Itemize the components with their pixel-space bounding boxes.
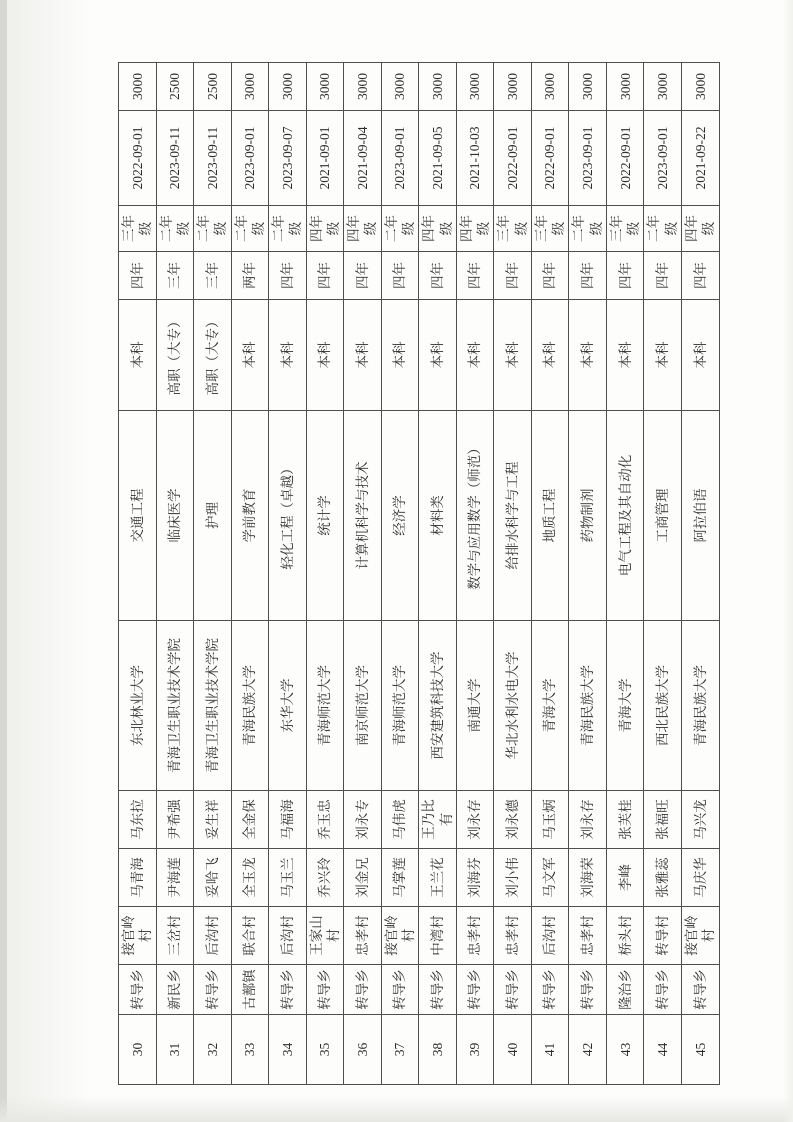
cell-village: 后沟村	[269, 907, 307, 965]
table-row	[419, 63, 457, 1085]
cell-name2: 马东拉	[119, 791, 157, 849]
cell-duration: 四年	[456, 252, 494, 300]
table-row	[344, 63, 382, 1085]
cell-level: 本科	[681, 300, 719, 411]
cell-date: 2022-09-01	[606, 111, 644, 206]
table-row	[269, 63, 307, 1085]
page-edge-shadow-right	[783, 0, 793, 1122]
cell-no: 38	[419, 1015, 457, 1085]
cell-date: 2021-10-03	[456, 111, 494, 206]
cell-school: 青海卫生职业技术学院	[156, 621, 194, 791]
cell-township: 古鄯镇	[231, 965, 269, 1015]
cell-name1: 李峰	[606, 849, 644, 907]
cell-name2: 尹希强	[156, 791, 194, 849]
cell-level: 本科	[381, 300, 419, 411]
cell-level: 本科	[269, 300, 307, 411]
cell-amount: 3000	[531, 63, 569, 111]
cell-date: 2021-09-01	[306, 111, 344, 206]
cell-school: 华北水利水电大学	[494, 621, 532, 791]
table-row	[306, 63, 344, 1085]
cell-duration: 四年	[531, 252, 569, 300]
cell-date: 2022-09-01	[119, 111, 157, 206]
page-edge-shadow-left-fade	[7, 0, 107, 1122]
cell-level: 本科	[456, 300, 494, 411]
cell-grade: 四年级	[681, 206, 719, 252]
cell-name1: 乔兴玲	[306, 849, 344, 907]
cell-village: 桥头村	[606, 907, 644, 965]
cell-school: 青海大学	[531, 621, 569, 791]
cell-township: 转导乡	[194, 965, 232, 1015]
cell-duration: 四年	[306, 252, 344, 300]
cell-date: 2023-09-01	[381, 111, 419, 206]
cell-school: 西安建筑科技大学	[419, 621, 457, 791]
cell-village: 转导村	[644, 907, 682, 965]
cell-township: 隆治乡	[606, 965, 644, 1015]
cell-name1: 马掌莲	[381, 849, 419, 907]
cell-township: 转导乡	[681, 965, 719, 1015]
cell-amount: 3000	[269, 63, 307, 111]
cell-major: 经济学	[381, 411, 419, 621]
cell-amount: 3000	[681, 63, 719, 111]
cell-name2: 妥生祥	[194, 791, 232, 849]
cell-no: 39	[456, 1015, 494, 1085]
cell-township: 转导乡	[306, 965, 344, 1015]
cell-duration: 四年	[119, 252, 157, 300]
cell-amount: 3000	[419, 63, 457, 111]
cell-school: 青海民族大学	[231, 621, 269, 791]
cell-grade: 三年级	[606, 206, 644, 252]
cell-no: 30	[119, 1015, 157, 1085]
cell-no: 40	[494, 1015, 532, 1085]
cell-level: 高职（大专）	[194, 300, 232, 411]
table-row	[644, 63, 682, 1085]
cell-amount: 3000	[381, 63, 419, 111]
cell-village: 王家山村	[306, 907, 344, 965]
cell-township: 转导乡	[119, 965, 157, 1015]
table-row	[494, 63, 532, 1085]
cell-major: 护理	[194, 411, 232, 621]
cell-major: 轻化工程（卓越）	[269, 411, 307, 621]
student-aid-table	[118, 62, 720, 1085]
table-row	[681, 63, 719, 1085]
cell-school: 南通大学	[456, 621, 494, 791]
page-edge-shadow-bottom	[0, 1096, 793, 1122]
cell-no: 36	[344, 1015, 382, 1085]
cell-name1: 全玉龙	[231, 849, 269, 907]
cell-township: 转导乡	[644, 965, 682, 1015]
cell-name1: 刘海荣	[569, 849, 607, 907]
cell-duration: 四年	[419, 252, 457, 300]
table-row	[531, 63, 569, 1085]
cell-village: 后沟村	[531, 907, 569, 965]
cell-major: 统计学	[306, 411, 344, 621]
cell-name1: 刘海芬	[456, 849, 494, 907]
cell-no: 31	[156, 1015, 194, 1085]
cell-major: 工商管理	[644, 411, 682, 621]
cell-grade: 二年级	[644, 206, 682, 252]
cell-amount: 3000	[119, 63, 157, 111]
cell-duration: 四年	[269, 252, 307, 300]
cell-date: 2023-09-11	[156, 111, 194, 206]
cell-township: 新民乡	[156, 965, 194, 1015]
cell-amount: 3000	[494, 63, 532, 111]
table-row	[569, 63, 607, 1085]
cell-no: 32	[194, 1015, 232, 1085]
cell-no: 42	[569, 1015, 607, 1085]
cell-grade: 四年级	[419, 206, 457, 252]
cell-school: 青海民族大学	[569, 621, 607, 791]
cell-village: 接官岭村	[681, 907, 719, 965]
cell-name2: 马兴龙	[681, 791, 719, 849]
cell-amount: 2500	[194, 63, 232, 111]
table-row	[119, 63, 157, 1085]
cell-name2: 乔玉忠	[306, 791, 344, 849]
cell-amount: 3000	[344, 63, 382, 111]
cell-name1: 马庆华	[681, 849, 719, 907]
cell-township: 转导乡	[494, 965, 532, 1015]
cell-duration: 四年	[381, 252, 419, 300]
cell-major: 计算机科学与技术	[344, 411, 382, 621]
cell-township: 转导乡	[419, 965, 457, 1015]
cell-grade: 三年级	[494, 206, 532, 252]
cell-name2: 刘永德	[494, 791, 532, 849]
cell-level: 本科	[119, 300, 157, 411]
cell-township: 转导乡	[456, 965, 494, 1015]
page-edge-shadow-left	[0, 0, 7, 1122]
cell-name2: 马玉炳	[531, 791, 569, 849]
cell-amount: 2500	[156, 63, 194, 111]
cell-level: 高职（大专）	[156, 300, 194, 411]
cell-no: 44	[644, 1015, 682, 1085]
cell-no: 33	[231, 1015, 269, 1085]
cell-school: 东华大学	[269, 621, 307, 791]
table-row	[606, 63, 644, 1085]
cell-village: 忠孝村	[494, 907, 532, 965]
cell-township: 转导乡	[531, 965, 569, 1015]
cell-duration: 四年	[606, 252, 644, 300]
cell-grade: 二年级	[381, 206, 419, 252]
cell-name2: 刘永专	[344, 791, 382, 849]
cell-grade: 三年级	[531, 206, 569, 252]
cell-major: 材料类	[419, 411, 457, 621]
cell-village: 接官岭村	[119, 907, 157, 965]
cell-name1: 马文军	[531, 849, 569, 907]
cell-major: 临床医学	[156, 411, 194, 621]
cell-date: 2023-09-07	[269, 111, 307, 206]
cell-major: 地质工程	[531, 411, 569, 621]
cell-level: 本科	[606, 300, 644, 411]
cell-date: 2023-09-11	[194, 111, 232, 206]
cell-school: 青海民族大学	[681, 621, 719, 791]
cell-school: 青海师范大学	[306, 621, 344, 791]
cell-school: 青海卫生职业技术学院	[194, 621, 232, 791]
cell-level: 本科	[344, 300, 382, 411]
cell-name1: 马玉兰	[269, 849, 307, 907]
cell-date: 2023-09-01	[644, 111, 682, 206]
cell-major: 电气工程及其自动化	[606, 411, 644, 621]
cell-name1: 妥哈飞	[194, 849, 232, 907]
cell-school: 东北林业大学	[119, 621, 157, 791]
cell-village: 忠孝村	[569, 907, 607, 965]
cell-township: 转导乡	[269, 965, 307, 1015]
cell-amount: 3000	[231, 63, 269, 111]
cell-no: 43	[606, 1015, 644, 1085]
cell-village: 三岔村	[156, 907, 194, 965]
cell-name1: 王兰花	[419, 849, 457, 907]
cell-major: 交通工程	[119, 411, 157, 621]
cell-amount: 3000	[606, 63, 644, 111]
cell-amount: 3000	[306, 63, 344, 111]
cell-school: 西北民族大学	[644, 621, 682, 791]
cell-village: 忠孝村	[344, 907, 382, 965]
table-body	[119, 63, 720, 1085]
cell-major: 给排水科学与工程	[494, 411, 532, 621]
table-row	[381, 63, 419, 1085]
cell-duration: 三年	[156, 252, 194, 300]
rotated-table-container	[118, 63, 717, 1085]
cell-grade: 二年级	[231, 206, 269, 252]
cell-major: 数学与应用数学（师范）	[456, 411, 494, 621]
cell-school: 青海大学	[606, 621, 644, 791]
cell-name2: 马伟虎	[381, 791, 419, 849]
cell-name2: 张福旺	[644, 791, 682, 849]
cell-village: 联合村	[231, 907, 269, 965]
cell-township: 转导乡	[344, 965, 382, 1015]
cell-no: 41	[531, 1015, 569, 1085]
cell-township: 转导乡	[569, 965, 607, 1015]
cell-name2: 王乃比有	[419, 791, 457, 849]
cell-duration: 三年	[194, 252, 232, 300]
cell-grade: 四年级	[306, 206, 344, 252]
cell-level: 本科	[419, 300, 457, 411]
cell-grade: 三年级	[119, 206, 157, 252]
cell-village: 后沟村	[194, 907, 232, 965]
cell-no: 45	[681, 1015, 719, 1085]
table-row	[456, 63, 494, 1085]
cell-name1: 刘小伟	[494, 849, 532, 907]
cell-grade: 二年级	[269, 206, 307, 252]
cell-grade: 四年级	[456, 206, 494, 252]
cell-date: 2022-09-01	[531, 111, 569, 206]
cell-name1: 马青海	[119, 849, 157, 907]
cell-duration: 四年	[569, 252, 607, 300]
cell-name1: 尹海莲	[156, 849, 194, 907]
cell-level: 本科	[569, 300, 607, 411]
table-row	[156, 63, 194, 1085]
cell-name2: 刘永存	[456, 791, 494, 849]
cell-no: 34	[269, 1015, 307, 1085]
cell-duration: 四年	[344, 252, 382, 300]
cell-village: 中湾村	[419, 907, 457, 965]
cell-grade: 二年级	[569, 206, 607, 252]
cell-name1: 张雅蕊	[644, 849, 682, 907]
cell-name2: 马福海	[269, 791, 307, 849]
cell-date: 2022-09-01	[494, 111, 532, 206]
cell-date: 2023-09-01	[231, 111, 269, 206]
cell-township: 转导乡	[381, 965, 419, 1015]
cell-name2: 刘永存	[569, 791, 607, 849]
cell-village: 接官岭村	[381, 907, 419, 965]
cell-major: 药物制剂	[569, 411, 607, 621]
cell-date: 2021-09-22	[681, 111, 719, 206]
table-row	[194, 63, 232, 1085]
cell-name1: 刘金兄	[344, 849, 382, 907]
cell-no: 35	[306, 1015, 344, 1085]
cell-level: 本科	[531, 300, 569, 411]
cell-duration: 四年	[644, 252, 682, 300]
cell-amount: 3000	[569, 63, 607, 111]
cell-major: 阿拉伯语	[681, 411, 719, 621]
cell-duration: 四年	[494, 252, 532, 300]
cell-duration: 四年	[681, 252, 719, 300]
cell-level: 本科	[231, 300, 269, 411]
cell-no: 37	[381, 1015, 419, 1085]
cell-duration: 两年	[231, 252, 269, 300]
cell-level: 本科	[306, 300, 344, 411]
cell-date: 2023-09-01	[569, 111, 607, 206]
cell-school: 南京师范大学	[344, 621, 382, 791]
cell-amount: 3000	[644, 63, 682, 111]
cell-school: 青海师范大学	[381, 621, 419, 791]
cell-date: 2021-09-04	[344, 111, 382, 206]
cell-grade: 四年级	[344, 206, 382, 252]
cell-name2: 张芙桂	[606, 791, 644, 849]
cell-level: 本科	[644, 300, 682, 411]
cell-date: 2021-09-05	[419, 111, 457, 206]
cell-village: 忠孝村	[456, 907, 494, 965]
cell-grade: 二年级	[156, 206, 194, 252]
cell-major: 学前教育	[231, 411, 269, 621]
cell-level: 本科	[494, 300, 532, 411]
cell-grade: 二年级	[194, 206, 232, 252]
table-row	[231, 63, 269, 1085]
cell-amount: 3000	[456, 63, 494, 111]
cell-name2: 全金保	[231, 791, 269, 849]
